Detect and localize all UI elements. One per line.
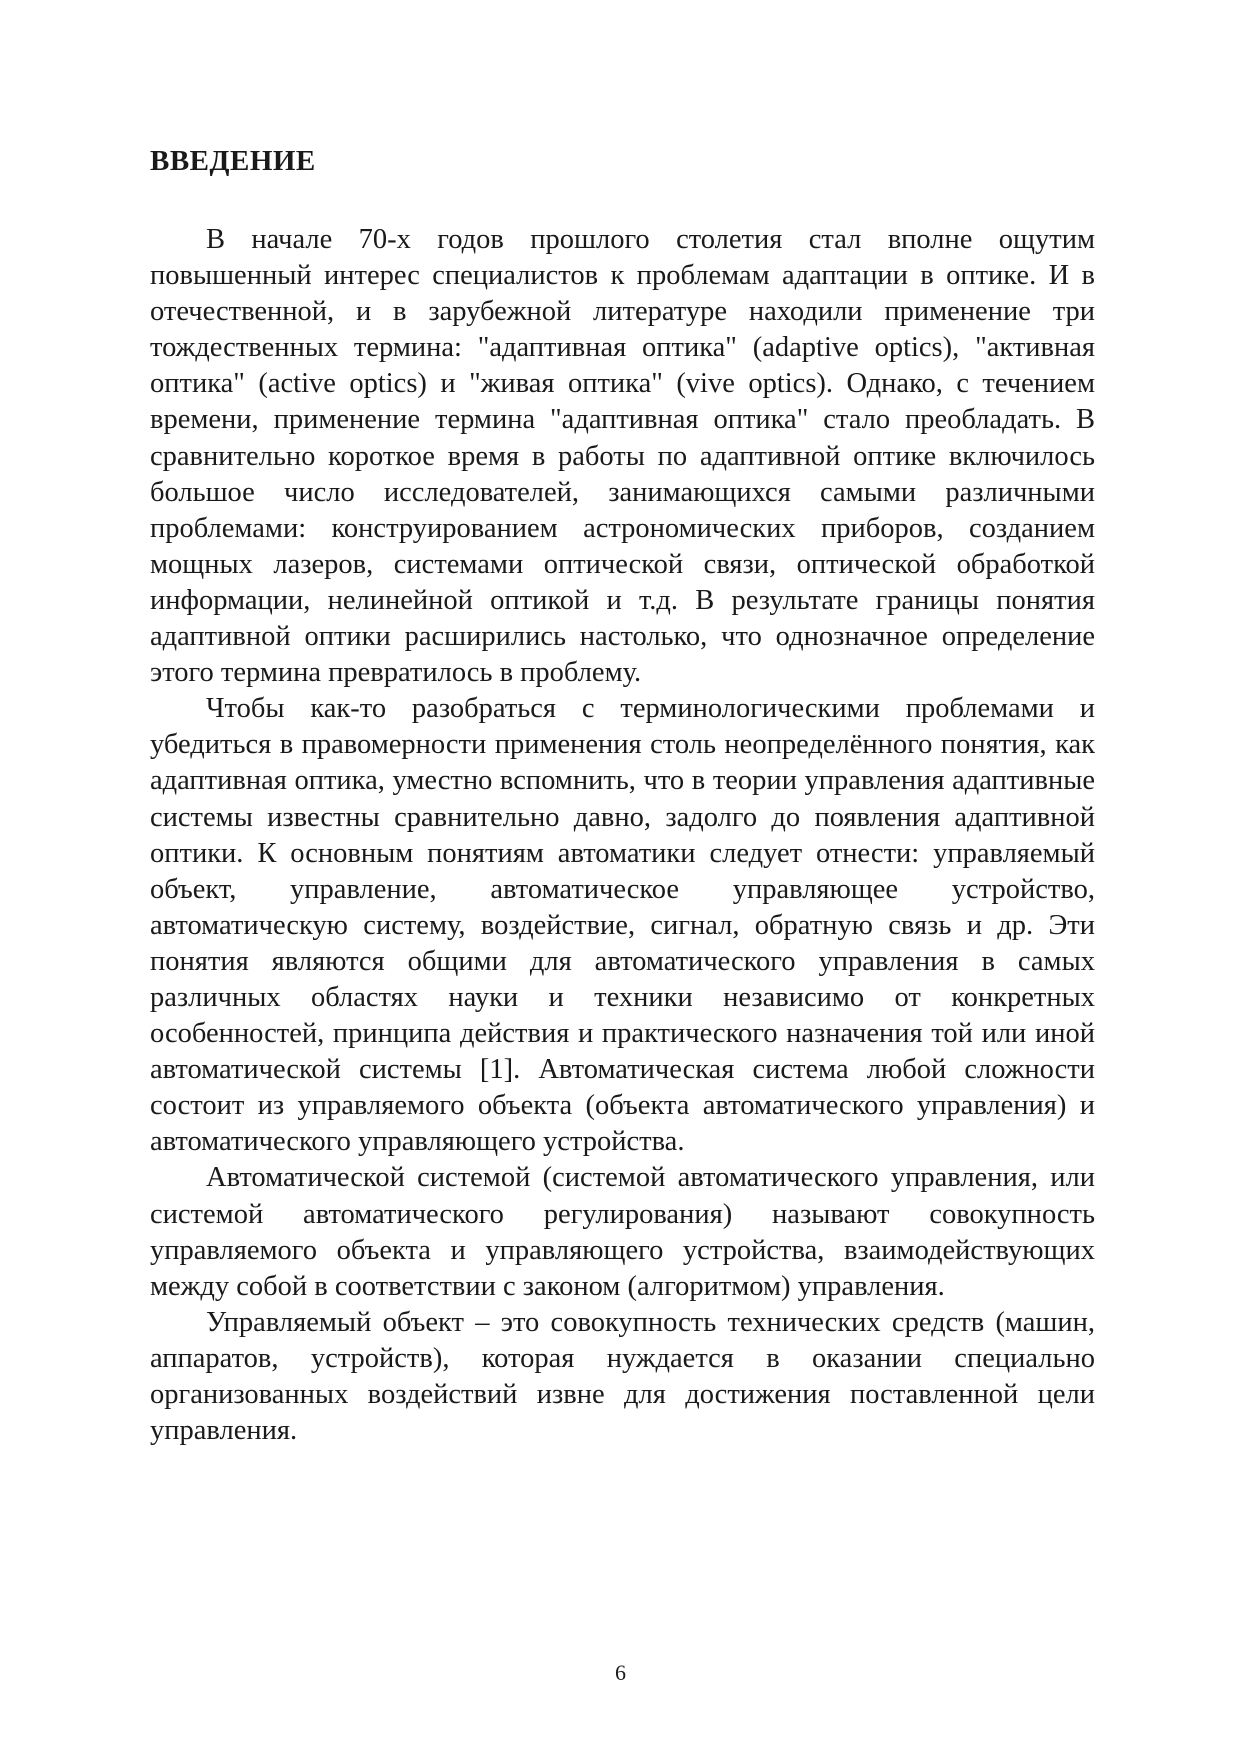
paragraph: Управляемый объект – это совокупность технических средств (машин, аппаратов, устройств), которая нуждается в оказании специально организованных воздействий извне для достижения поставленной цели управления. [150,1306,1095,1447]
body-text [150,222,1095,1449]
section-title: ВВЕДЕНИЕ [150,145,316,177]
page-number: 6 [615,1660,626,1685]
paragraph: Чтобы как-то разобраться с терминологическими проблемами и убедиться в правомерности применения столь неопределённого понятия, как адаптивная оптика, уместно вспомнить, что в теории управления адаптивные системы известны сравнительно давно, задолго до появления адаптивной оптики. К основным понятиям автоматики следует отнести: управляемый объект, управление, автоматическое управляющее устройство, автоматическую систему, воздействие, сигнал, обратную связь и др. Эти понятия являются общими для автоматического управления в самых различных областях науки и техники независимо от конкретных особенностей, принципа действия и практического назначения той или иной автоматической системы [1]. Автоматическая система любой сложности состоит из управляемого объекта (объекта автоматического управления) и автоматического управляющего устройства. [150,693,1095,1158]
paragraph: В начале 70-х годов прошлого столетия стал вполне ощутим повышенный интерес специалистов к проблемам адаптации в оптике. И в отечественной, и в зарубежной литературе находили применение три тождественных термина: "адаптивная оптика" (adaptive optics), "активная оптика" (active optics) и "живая оптика" (vive optics). Однако, с течением времени, применение термина "адаптивная оптика" стало преобладать. В сравнительно короткое время в работы по адаптивной оптике включилось большое число исследователей, занимающихся самыми различными проблемами: конструированием астрономических приборов, созданием мощных лазеров, системами оптической связи, оптической обработкой информации, нелинейной оптикой и т.д. В результате границы понятия адаптивной оптики расширились настолько, что однозначное определение этого термина превратилось в проблему. [150,224,1095,689]
paragraph: Автоматической системой (системой автоматического управления, или системой автоматического регулирования) называют совокупность управляемого объекта и управляющего устройства, взаимодействующих между собой в соответствии с законом (алгоритмом) управления. [150,1162,1095,1302]
